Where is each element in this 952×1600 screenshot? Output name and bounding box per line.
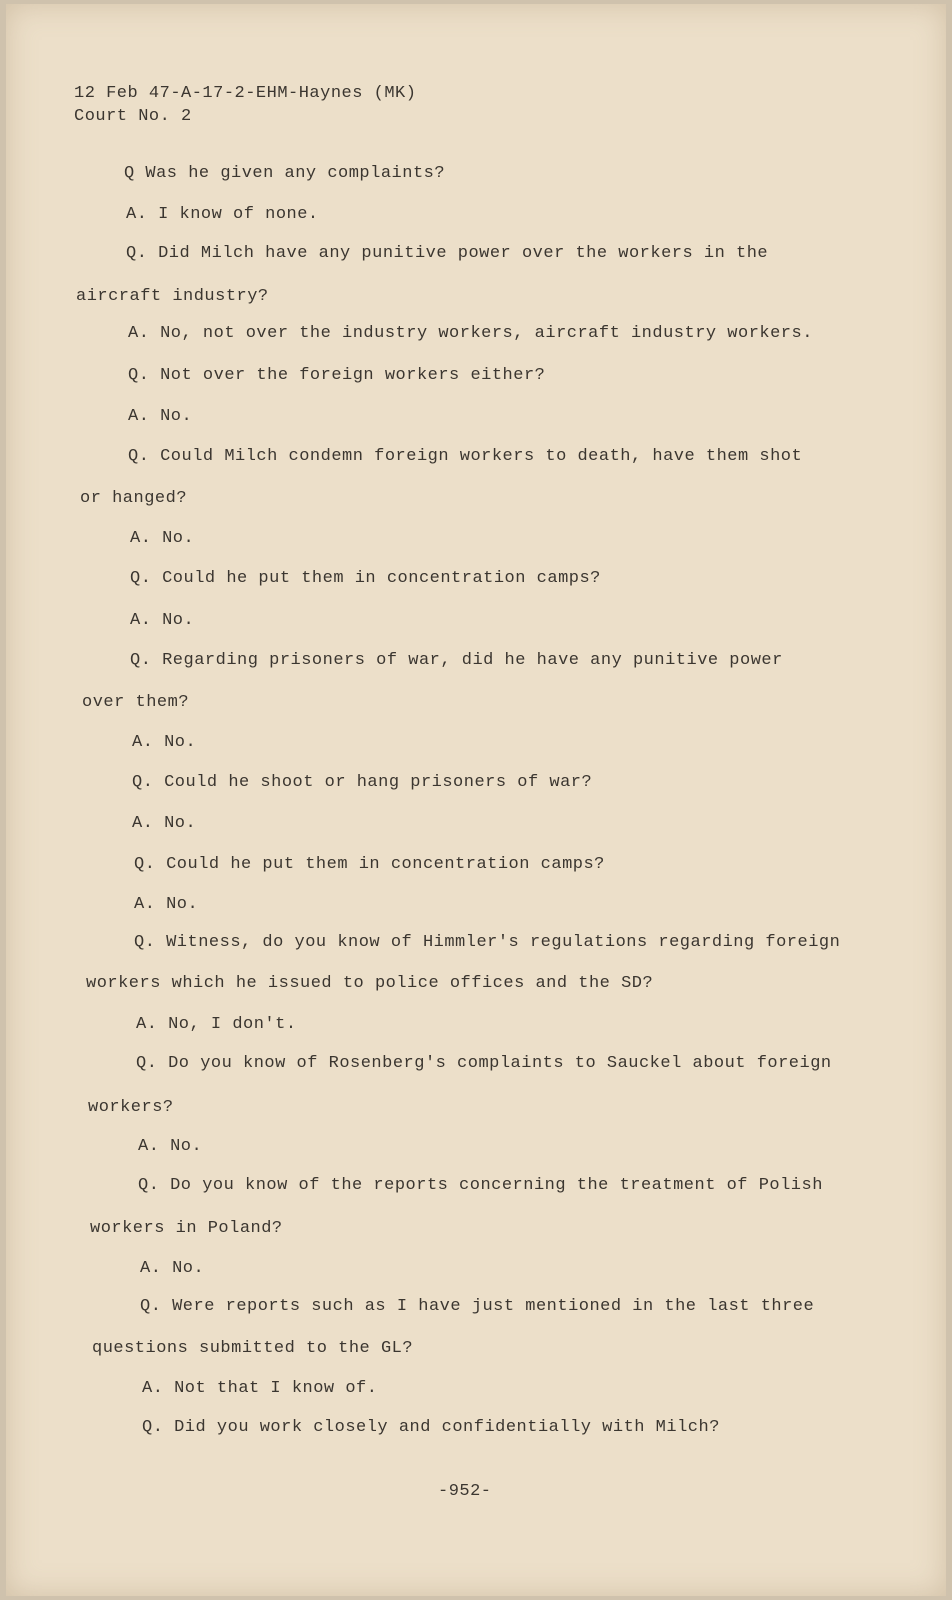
transcript-line: workers in Poland? (90, 1219, 283, 1238)
transcript-line: Q. Did Milch have any punitive power over the workers in the (126, 244, 769, 263)
transcript-line: Q. Do you know of the reports concerning the treatment of Polish (138, 1176, 823, 1195)
transcript-line: A. No. (138, 1137, 203, 1156)
transcript-line: A. No. (130, 529, 195, 548)
transcript-line: Q. Could he put them in concentration camps? (134, 855, 605, 874)
transcript-line: Q. Could he shoot or hang prisoners of war? (132, 773, 593, 792)
header-reference: 12 Feb 47-A-17-2-EHM-Haynes (MK) (74, 84, 417, 103)
transcript-line: A. No, I don't. (136, 1015, 297, 1034)
transcript-line: A. No, not over the industry workers, aircraft industry workers. (128, 324, 813, 343)
transcript-line: over them? (82, 693, 190, 712)
transcript-line: A. No. (130, 611, 195, 630)
header-court: Court No. 2 (74, 107, 192, 126)
transcript-line: A. Not that I know of. (142, 1379, 378, 1398)
transcript-line: A. No. (128, 407, 193, 426)
transcript-line: A. No. (132, 814, 197, 833)
transcript-line: workers? (88, 1098, 174, 1117)
transcript-line: A. No. (132, 733, 197, 752)
transcript-line: Q. Witness, do you know of Himmler's regulations regarding foreign (134, 933, 841, 952)
transcript-line: questions submitted to the GL? (92, 1339, 414, 1358)
transcript-line: A. I know of none. (126, 205, 319, 224)
transcript-line: or hanged? (80, 489, 188, 508)
transcript-line: Q. Do you know of Rosenberg's complaints to Sauckel about foreign (136, 1054, 832, 1073)
transcript-line: Q Was he given any complaints? (124, 164, 446, 183)
transcript-line: workers which he issued to police offices and the SD? (86, 974, 654, 993)
transcript-line: Q. Could he put them in concentration camps? (130, 569, 601, 588)
transcript-line: aircraft industry? (76, 287, 269, 306)
transcript-line: Q. Could Milch condemn foreign workers to death, have them shot (128, 447, 803, 466)
transcript-line: A. No. (134, 895, 199, 914)
transcript-line: Q. Did you work closely and confidentially with Milch? (142, 1418, 720, 1437)
document-header (74, 82, 416, 128)
page-number: -952- (438, 1482, 492, 1501)
transcript-line: Q. Regarding prisoners of war, did he have any punitive power (130, 651, 783, 670)
transcript-line: Q. Not over the foreign workers either? (128, 366, 546, 385)
transcript-line: Q. Were reports such as I have just mentioned in the last three (140, 1297, 815, 1316)
document-page (6, 4, 946, 1596)
transcript-line: A. No. (140, 1259, 205, 1278)
